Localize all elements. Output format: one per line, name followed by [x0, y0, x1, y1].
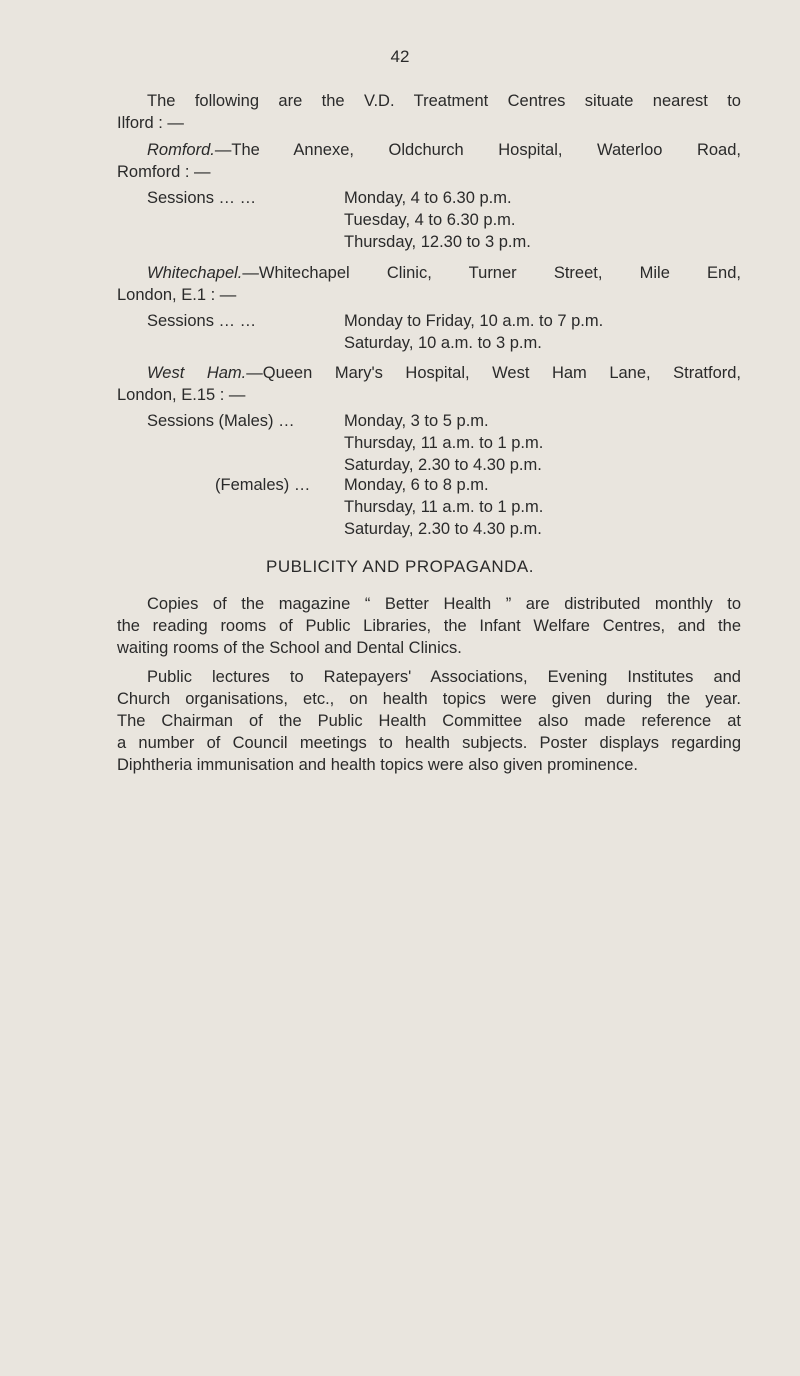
centre-name: Whitechapel. [147, 264, 243, 282]
address-line: Whitechapel.—Whitechapel Clinic, Turner Street, Mile End, [147, 264, 741, 282]
paragraph-line: the reading rooms of Public Libraries, the Infant Welfare Centres, and the [117, 617, 741, 635]
session-time: Monday, 6 to 8 p.m. [344, 476, 489, 494]
section-heading: PUBLICITY AND PROPAGANDA. [266, 557, 534, 576]
paragraph-line: Public lectures to Ratepayers' Associations, Evening Institutes and [147, 668, 741, 686]
centre-whitechapel-address [117, 262, 741, 306]
session-times [344, 310, 603, 354]
session-time: Tuesday, 4 to 6.30 p.m. [344, 211, 516, 229]
paragraph-line: Diphtheria immunisation and health topics were also given prominence. [117, 756, 638, 774]
paragraph-line: waiting rooms of the School and Dental Clinics. [117, 639, 462, 657]
session-time: Monday, 4 to 6.30 p.m. [344, 189, 512, 207]
sessions-label: Sessions … … [147, 189, 257, 207]
intro-paragraph [117, 90, 741, 134]
address-line: Romford : — [117, 163, 211, 181]
session-times [344, 410, 543, 476]
session-time: Monday, 3 to 5 p.m. [344, 412, 489, 430]
sessions-males-label: Sessions (Males) … [147, 412, 295, 430]
session-time: Monday to Friday, 10 a.m. to 7 p.m. [344, 312, 604, 330]
intro-line: Ilford : — [117, 114, 184, 132]
session-time: Saturday, 2.30 to 4.30 p.m. [344, 520, 542, 538]
intro-line: The following are the V.D. Treatment Centres situate nearest to [147, 92, 741, 110]
session-time: Saturday, 10 a.m. to 3 p.m. [344, 334, 542, 352]
session-time: Thursday, 12.30 to 3 p.m. [344, 233, 531, 251]
sessions-females-label: (Females) … [215, 476, 311, 494]
session-time: Saturday, 2.30 to 4.30 p.m. [344, 456, 542, 474]
paragraph-line: Church organisations, etc., on health topics were given during the year. [117, 690, 741, 708]
session-times [344, 187, 531, 253]
centre-name: Romford. [147, 141, 215, 159]
publicity-paragraph-2 [117, 666, 741, 776]
publicity-paragraph-1 [117, 593, 741, 659]
paragraph-line: a number of Council meetings to health subjects. Poster displays regarding [117, 734, 741, 752]
paragraph-line: The Chairman of the Public Health Committee also made reference at [117, 712, 741, 730]
centre-west-ham-address [117, 362, 741, 406]
centre-name: West Ham. [147, 364, 247, 382]
session-times [344, 474, 543, 540]
page-number: 42 [390, 47, 410, 66]
address-line: West Ham.—Queen Mary's Hospital, West Ham Lane, Stratford, [147, 364, 741, 382]
centre-romford-address [117, 139, 741, 183]
address-line: Romford.—The Annexe, Oldchurch Hospital, Waterloo Road, [147, 141, 741, 159]
address-line: London, E.1 : — [117, 286, 237, 304]
address-line: London, E.15 : — [117, 386, 246, 404]
sessions-label: Sessions … … [147, 312, 257, 330]
session-time: Thursday, 11 a.m. to 1 p.m. [344, 434, 544, 452]
session-time: Thursday, 11 a.m. to 1 p.m. [344, 498, 544, 516]
paragraph-line: Copies of the magazine “ Better Health ” are distributed monthly to [147, 595, 741, 613]
